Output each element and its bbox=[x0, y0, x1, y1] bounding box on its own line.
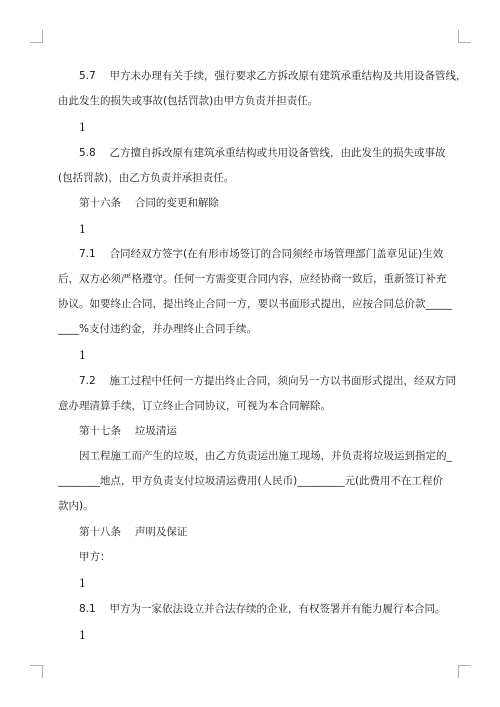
article-17-line-3: 款内)。 bbox=[58, 500, 94, 512]
crop-mark-top-left bbox=[30, 30, 43, 43]
page-marker: 1 bbox=[79, 349, 86, 362]
clause-7-1-line-4: ____%支付违约金，并办理终止合同手续。 bbox=[58, 323, 257, 335]
page-marker: 1 bbox=[79, 121, 86, 134]
article-17-line-2: ________地点，甲方负责支付垃圾清运费用(人民币)_________元(此费用不在工程价 bbox=[58, 475, 444, 487]
document-page bbox=[58, 0, 467, 707]
article-16-heading: 第十六条 合同的变更和解除 bbox=[79, 197, 219, 209]
clause-5-8-line-2: (包括罚款)，由乙方负责并承担责任。 bbox=[58, 172, 235, 184]
clause-7-1-line-3: 协议。如要终止合同，提出终止合同一方，要以书面形式提出，应按合同总价款_____ bbox=[58, 298, 452, 310]
page-marker: 1 bbox=[79, 223, 86, 236]
clause-7-2-line-2: 意办理清算手续，订立终止合同协议，可视为本合同解除。 bbox=[58, 400, 331, 412]
article-18-heading: 第十八条 声明及保证 bbox=[79, 526, 188, 538]
clause-7-2-line-1: 7.2 施工过程中任何一方提出终止合同，须向另一方以书面形式提出，经双方同 bbox=[79, 375, 457, 387]
crop-mark-top-right bbox=[458, 30, 471, 43]
article-17-heading: 第十七条 垃圾清运 bbox=[79, 425, 177, 437]
crop-mark-bottom-right bbox=[458, 665, 471, 678]
clause-5-7-line-1: 5.7 甲方未办理有关手续，强行要求乙方拆改原有建筑承重结构及共用设备管线， bbox=[79, 70, 467, 82]
page-marker: 1 bbox=[79, 629, 86, 642]
article-17-line-1: 因工程施工而产生的垃圾，由乙方负责运出施工现场，并负责将垃圾运到指定的_ bbox=[79, 450, 452, 462]
party-a-label: 甲方： bbox=[79, 551, 111, 563]
crop-mark-bottom-left bbox=[30, 665, 43, 678]
clause-7-1-line-2: 后，双方必须严格遵守。任何一方需变更合同内容，应经协商一致后，重新签订补充 bbox=[58, 273, 447, 285]
clause-5-8-line-1: 5.8 乙方擅自拆改原有建筑承重结构或共用设备管线，由此发生的损失或事故 bbox=[79, 147, 446, 159]
clause-8-1-line-1: 8.1 甲方为一家依法设立并合法存续的企业，有权签署并有能力履行本合同。 bbox=[79, 603, 446, 615]
page-marker: 1 bbox=[79, 577, 86, 590]
clause-5-7-line-2: 由此发生的损失或事故(包括罚款)由甲方负责并担责任。 bbox=[58, 95, 319, 107]
clause-7-1-line-1: 7.1 合同经双方签字(在有形市场签订的合同须经市场管理部门盖章见证)生效 bbox=[79, 248, 444, 260]
